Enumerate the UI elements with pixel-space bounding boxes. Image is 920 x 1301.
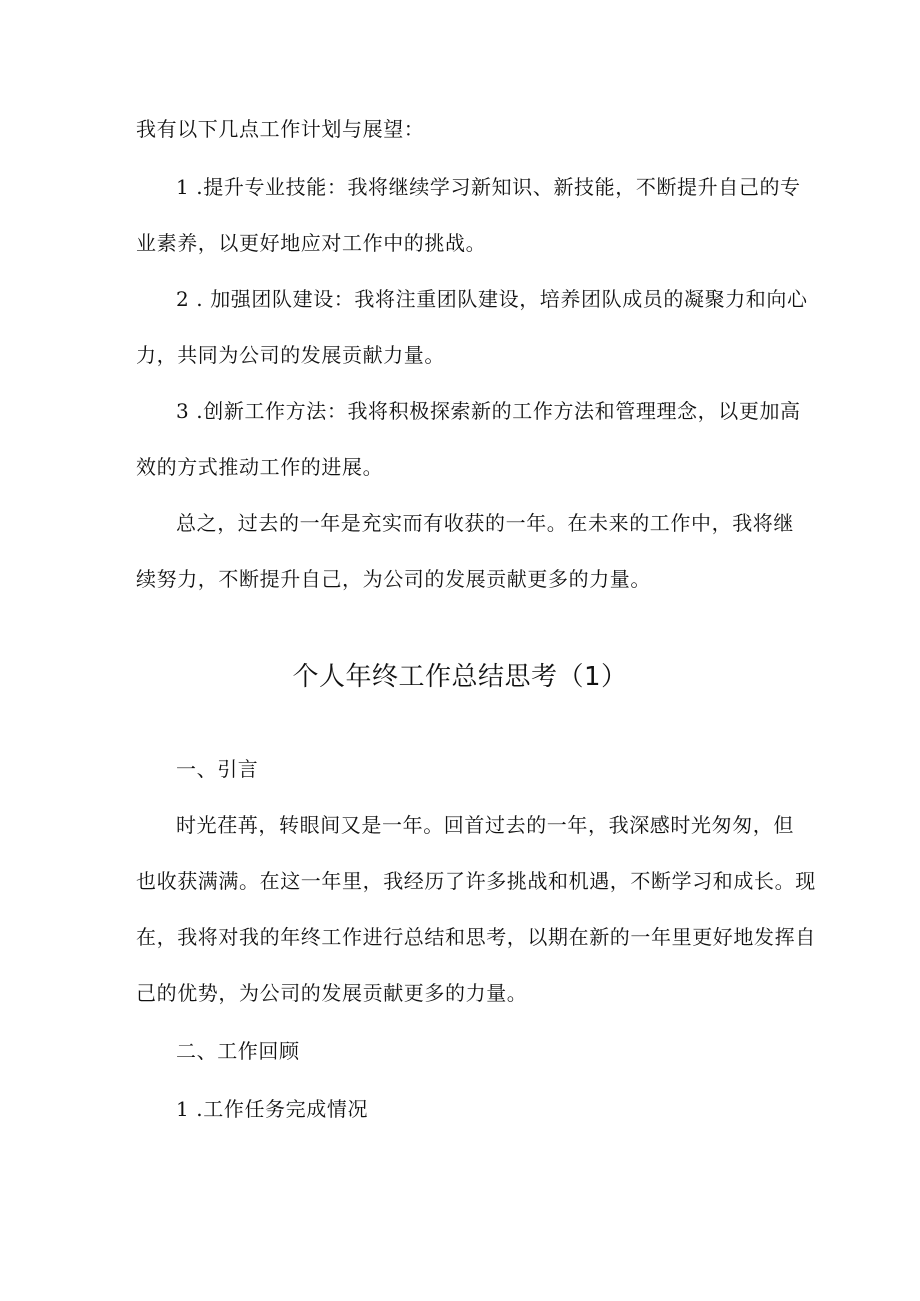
plan-item-1-line-1: 1 .提升专业技能：我将继续学习新知识、新技能，不断提升自己的专 <box>176 175 801 199</box>
conclusion-line-1: 总之，过去的一年是充实而有收获的一年。在未来的工作中，我将继 <box>176 511 794 535</box>
intro-paragraph-line-3: 在，我将对我的年终工作进行总结和思考，以期在新的一年里更好地发挥自 <box>136 925 816 949</box>
subheading-task-completion: 1 .工作任务完成情况 <box>176 1097 369 1121</box>
plan-intro: 我有以下几点工作计划与展望： <box>136 117 425 141</box>
plan-item-2-line-2: 力，共同为公司的发展贡献力量。 <box>136 343 445 367</box>
plan-item-1-line-2: 业素养，以更好地应对工作中的挑战。 <box>136 231 487 255</box>
page-title: 个人年终工作总结思考（1） <box>292 662 628 692</box>
intro-paragraph-line-2: 也收获满满。在这一年里，我经历了许多挑战和机遇，不断学习和成长。现 <box>136 869 816 893</box>
section-heading-intro: 一、引言 <box>176 757 259 781</box>
plan-item-2-line-1: 2 . 加强团队建设：我将注重团队建设，培养团队成员的凝聚力和向心 <box>176 287 808 311</box>
intro-paragraph-line-4: 己的优势，为公司的发展贡献更多的力量。 <box>136 981 528 1005</box>
plan-item-3-line-1: 3 .创新工作方法：我将积极探索新的工作方法和管理理念，以更加高 <box>176 399 801 423</box>
section-heading-review: 二、工作回顾 <box>176 1039 300 1063</box>
conclusion-line-2: 续努力，不断提升自己，为公司的发展贡献更多的力量。 <box>136 567 651 591</box>
intro-paragraph-line-1: 时光荏苒，转眼间又是一年。回首过去的一年，我深感时光匆匆，但 <box>176 813 794 837</box>
plan-item-3-line-2: 效的方式推动工作的进展。 <box>136 455 384 479</box>
